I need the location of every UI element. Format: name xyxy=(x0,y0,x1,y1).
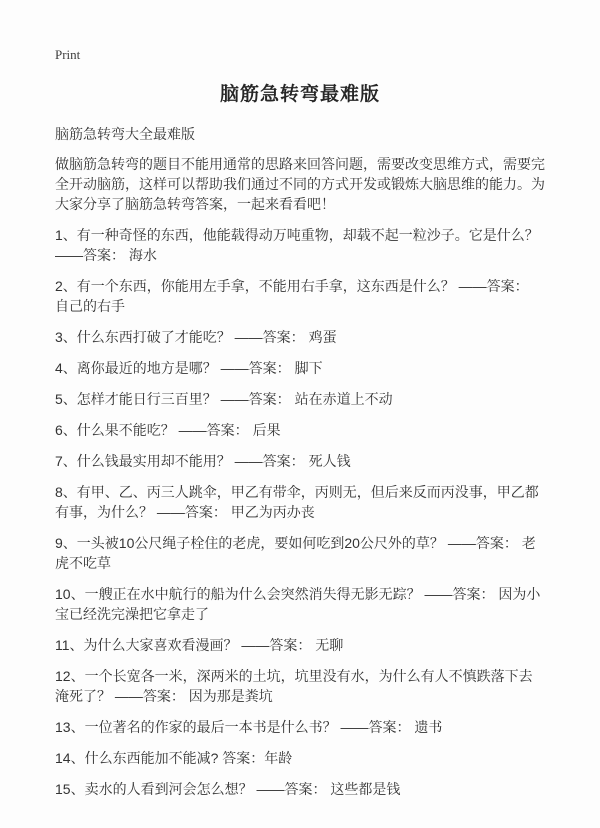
page-subtitle: 脑筋急转弯大全最难版 xyxy=(55,126,195,142)
riddle-item: 6、什么果不能吃？ ——答案： 后果 xyxy=(55,422,281,438)
riddle-item: 9、一头被10公尺绳子栓住的老虎，要如何吃到20公尺外的草？ ——答案： 老虎不吃草 xyxy=(55,535,536,571)
riddle-item: 3、什么东西打破了才能吃？ ——答案： 鸡蛋 xyxy=(55,329,337,345)
riddle-item: 14、什么东西能加不能减? 答案：年龄 xyxy=(55,750,293,766)
page-title: 脑筋急转弯最难版 xyxy=(219,84,380,105)
print-button[interactable]: Print xyxy=(55,47,81,62)
riddle-item: 4、离你最近的地方是哪？ ——答案： 脚下 xyxy=(55,360,323,376)
riddle-item: 10、一艘正在水中航行的船为什么会突然消失得无影无踪？ ——答案： 因为小宝已经洗完澡把它拿走了 xyxy=(55,586,541,622)
riddle-list xyxy=(55,225,545,799)
riddle-item: 15、卖水的人看到河会怎么想？ ——答案： 这些都是钱 xyxy=(55,781,401,797)
riddle-item: 2、有一个东西，你能用左手拿，不能用右手拿，这东西是什么？ ——答案： 自己的右手 xyxy=(55,278,529,314)
intro-paragraph: 做脑筋急转弯的题目不能用通常的思路来回答问题，需要改变思维方式，需要完全开动脑筋，这样可以帮助我们通过不同的方式开发或锻炼大脑思维的能力。为大家分享了脑筋急转弯答案，一起来看看吧！ xyxy=(55,156,545,212)
riddle-item: 1、有一种奇怪的东西，他能载得动万吨重物，却载不起一粒沙子。它是什么？ ——答案： 海水 xyxy=(55,227,539,263)
riddle-item: 8、有甲、乙、丙三人跳伞，甲乙有带伞，丙则无，但后来反而丙没事，甲乙都有事，为什么？ ——答案： 甲乙为丙办丧 xyxy=(55,484,539,520)
riddle-item: 7、什么钱最实用却不能用？ ——答案： 死人钱 xyxy=(55,453,351,469)
riddle-item: 13、一位著名的作家的最后一本书是什么书？ ——答案： 遗书 xyxy=(55,719,443,735)
riddle-item: 11、为什么大家喜欢看漫画？ ——答案： 无聊 xyxy=(55,637,344,653)
riddle-item: 5、怎样才能日行三百里？ ——答案： 站在赤道上不动 xyxy=(55,391,393,407)
riddle-item: 12、一个长宽各一米，深两米的土坑，坑里没有水，为什么有人不慎跌落下去淹死了？ ——答案： 因为那是粪坑 xyxy=(55,668,533,704)
